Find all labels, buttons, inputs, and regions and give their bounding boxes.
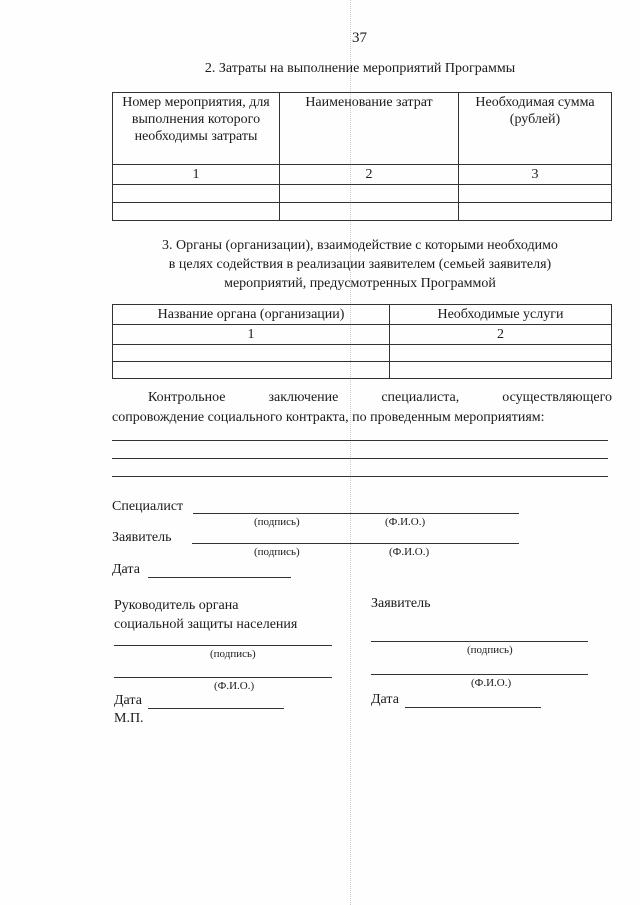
table-row xyxy=(113,203,612,221)
head-fio-line[interactable] xyxy=(114,677,332,678)
conclusion-blank-line xyxy=(112,440,608,441)
applicant-right-signature-line[interactable] xyxy=(371,641,588,642)
header-cell: Название органа (организации) xyxy=(113,305,390,325)
organizations-table xyxy=(112,304,612,379)
head-label-line: социальной защиты населения xyxy=(114,617,298,632)
costs-table xyxy=(112,92,612,221)
signature-hint: (подпись) xyxy=(254,546,300,558)
table-row xyxy=(113,325,612,345)
conclusion-text xyxy=(112,388,612,428)
applicant-signature-line[interactable] xyxy=(192,543,519,544)
table-row xyxy=(113,185,612,203)
applicant-right-date-line[interactable] xyxy=(405,707,541,708)
section3-title xyxy=(110,236,610,293)
conclusion-word: осуществляющего xyxy=(502,390,612,405)
applicant-right-label: Заявитель xyxy=(371,596,431,611)
fio-hint: (Ф.И.О.) xyxy=(385,516,426,528)
fio-hint: (Ф.И.О.) xyxy=(214,680,255,692)
page-number: 37 xyxy=(352,30,367,46)
head-label-line: Руководитель органа xyxy=(114,598,239,613)
head-date-label: Дата xyxy=(114,693,142,708)
date-label: Дата xyxy=(112,562,140,577)
signature-hint: (подпись) xyxy=(210,648,256,660)
stamp-label: М.П. xyxy=(114,711,144,726)
number-cell: 3 xyxy=(459,165,612,185)
table-header-row xyxy=(113,305,612,325)
conclusion-line: сопровождение социального контракта, по проведенным мероприятиям: xyxy=(112,410,545,425)
section2-title: 2. Затраты на выполнение мероприятий Программы xyxy=(204,61,516,76)
section3-title-line: 3. Органы (организации), взаимодействие с которыми необходимо xyxy=(162,238,558,253)
applicant-label: Заявитель xyxy=(112,530,172,545)
number-cell: 2 xyxy=(390,325,612,345)
specialist-label: Специалист xyxy=(112,499,184,514)
signature-hint: (подпись) xyxy=(467,644,513,656)
signature-hint: (подпись) xyxy=(254,516,300,528)
fio-hint: (Ф.И.О.) xyxy=(471,677,512,689)
table-row xyxy=(113,362,612,379)
table-header-row xyxy=(113,93,612,165)
number-cell: 1 xyxy=(113,165,280,185)
applicant-right-date-label: Дата xyxy=(371,692,399,707)
conclusion-word: специалиста, xyxy=(381,390,460,405)
specialist-signature-line[interactable] xyxy=(193,513,519,514)
conclusion-word: заключение xyxy=(268,390,339,405)
section3-title-line: в целях содействия в реализации заявителем (семьей заявителя) xyxy=(168,257,552,272)
header-cell: Номер мероприятия, для выполнения которого необходимы затраты xyxy=(113,93,280,165)
conclusion-blank-line xyxy=(112,476,608,477)
number-cell: 1 xyxy=(113,325,390,345)
applicant-right-fio-line[interactable] xyxy=(371,674,588,675)
header-cell: Необходимая сумма (рублей) xyxy=(459,93,612,165)
section3-title-line: мероприятий, предусмотренных Программой xyxy=(224,276,496,291)
number-cell: 2 xyxy=(280,165,459,185)
table-row xyxy=(113,345,612,362)
conclusion-word: Контрольное xyxy=(148,390,226,405)
conclusion-blank-line xyxy=(112,458,608,459)
header-cell: Необходимые услуги xyxy=(390,305,612,325)
conclusion-line xyxy=(112,388,612,408)
date-line[interactable] xyxy=(148,577,291,578)
head-signature-line[interactable] xyxy=(114,645,332,646)
header-cell: Наименование затрат xyxy=(280,93,459,165)
head-label xyxy=(114,596,297,634)
fio-hint: (Ф.И.О.) xyxy=(389,546,430,558)
head-date-line[interactable] xyxy=(148,708,284,709)
table-row xyxy=(113,165,612,185)
